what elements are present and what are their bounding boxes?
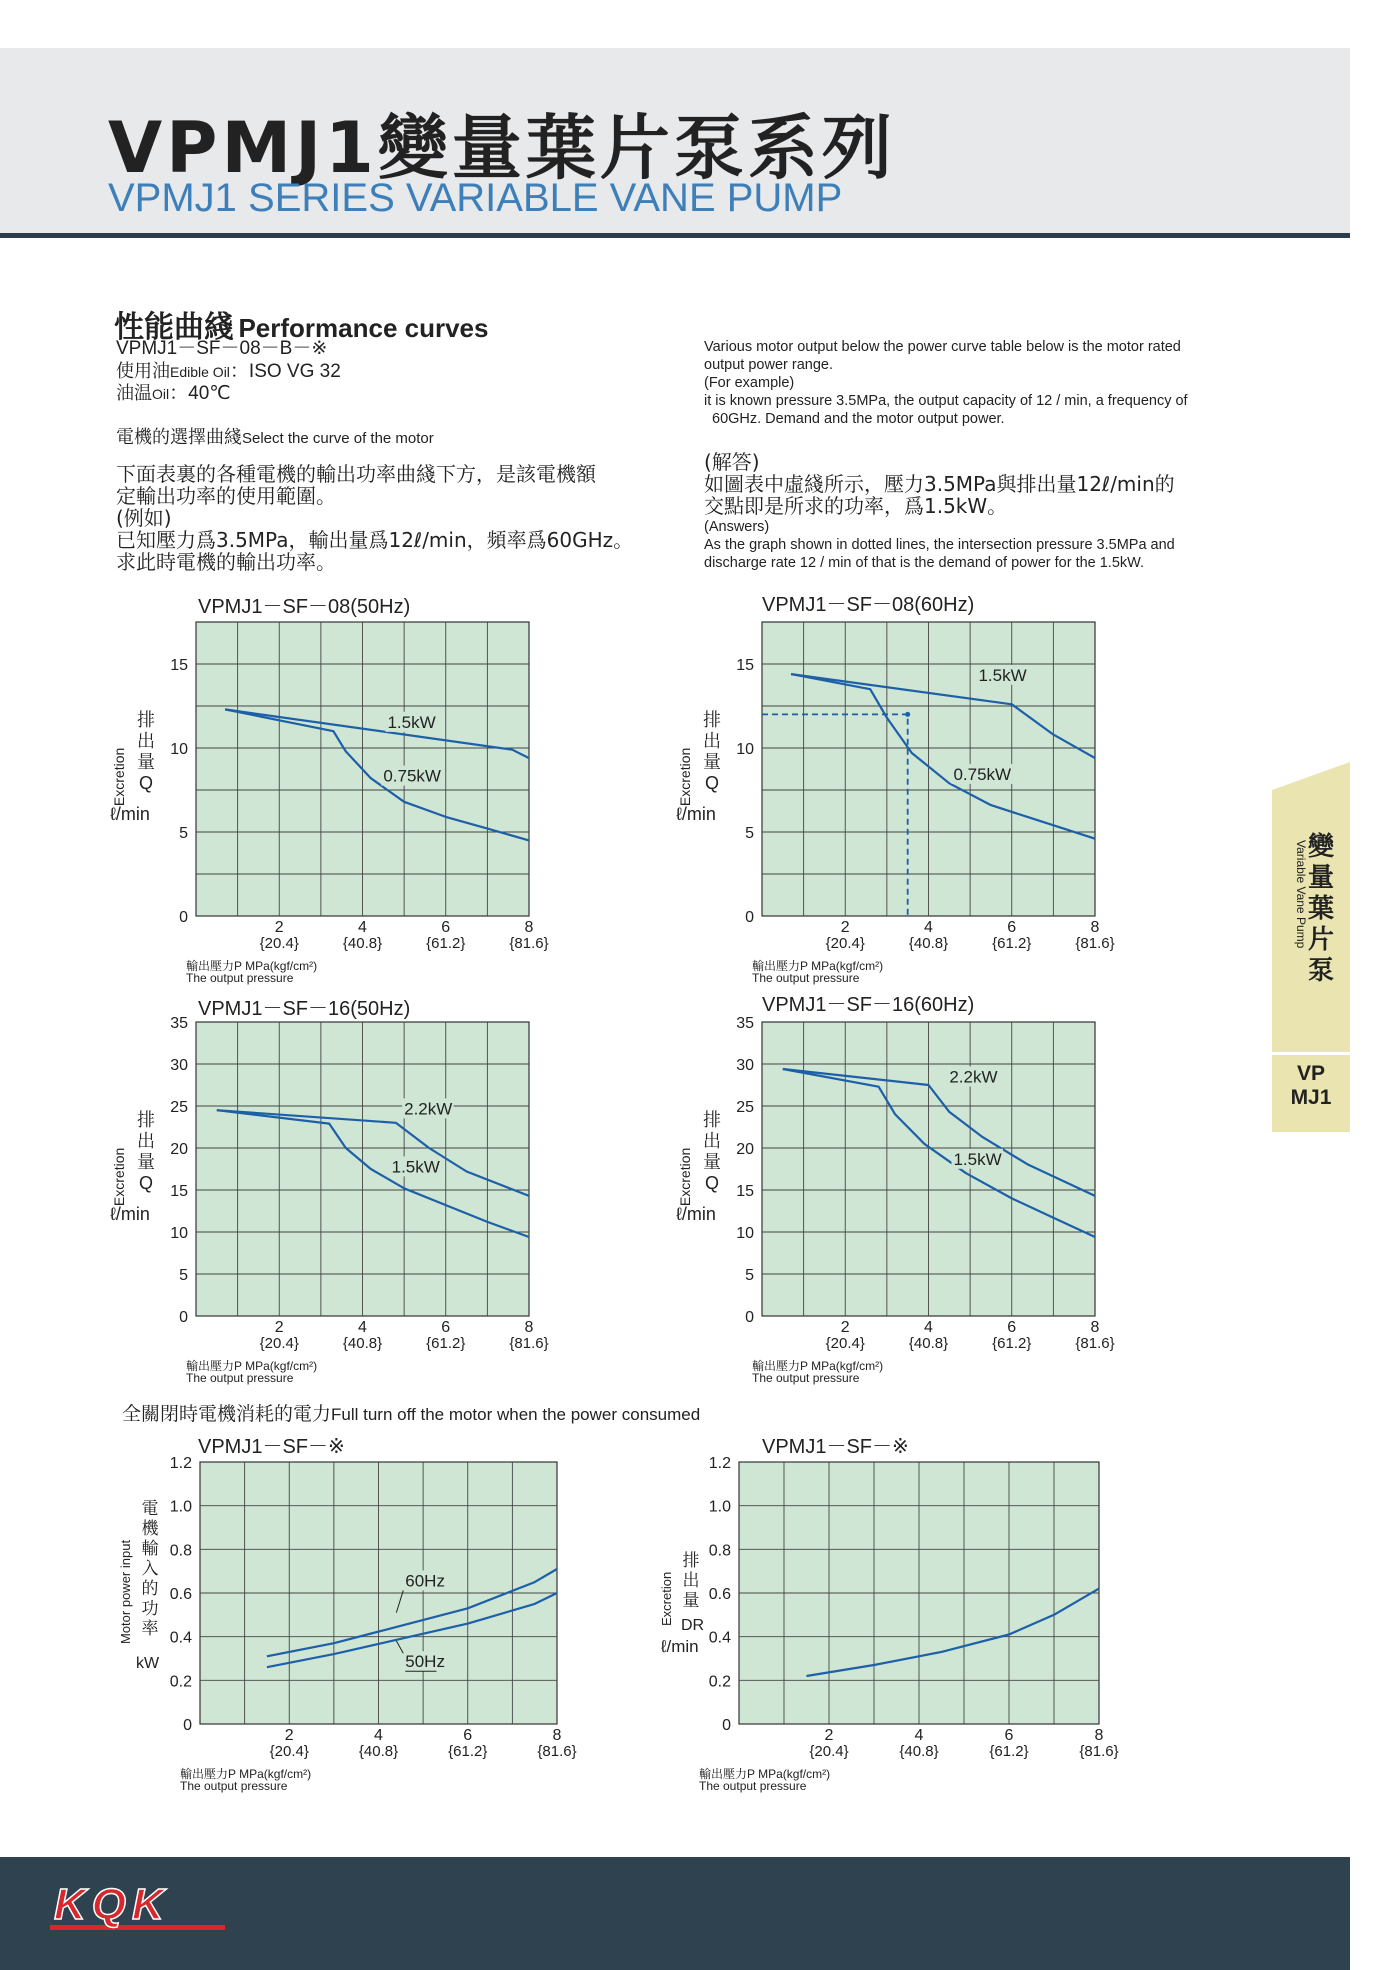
y-axis-label	[676, 710, 721, 824]
y-axis-label	[659, 1551, 704, 1656]
y-axis-label-char: 率	[141, 1619, 159, 1638]
side-tab-code-1: VP	[1296, 1062, 1325, 1085]
side-tab-char: 泵	[1307, 956, 1334, 986]
x-axis-label-cn: 輸出壓力P MPa(kgf/cm²)	[186, 1359, 318, 1373]
x-axis-label-en: The output pressure	[180, 1779, 288, 1793]
y-axis-label-char: 排	[682, 1551, 700, 1570]
y-axis-label-char: 排	[703, 1110, 721, 1131]
power-heading-en: Full turn off the motor when the power consumed	[331, 1405, 701, 1424]
curve-label: 2.2kW	[949, 1067, 998, 1087]
x-subtick-label: {61.2}	[992, 935, 1032, 952]
y-axis-label-en: Excretion	[677, 1147, 693, 1207]
y-axis-label-en: Excretion	[111, 747, 127, 807]
desc-en-4: it is known pressure 3.5MPa, the output capacity of 12 / min, a frequency of	[704, 393, 1188, 409]
x-subtick-label: {81.6}	[1075, 1335, 1115, 1352]
kqk-logo	[50, 1873, 230, 1943]
y-tick-label: 1.2	[708, 1455, 731, 1472]
temp-value: ：40℃	[169, 383, 231, 404]
y-axis-unit: ℓ/min	[110, 804, 150, 825]
side-tab-label-en: Variable Vane Pump	[1294, 840, 1308, 949]
x-tick-label: 6	[441, 1319, 451, 1336]
section-title-en: Performance curves	[238, 313, 489, 343]
x-subtick-label: {20.4}	[825, 1335, 865, 1352]
y-tick-label: 0.8	[169, 1542, 192, 1560]
chart-08-50hz	[100, 612, 580, 1002]
x-subtick-label: {61.2}	[448, 1743, 488, 1760]
y-axis-label-char: 排	[703, 710, 721, 731]
x-subtick-label: {81.6}	[509, 935, 549, 952]
y-axis-label-char: 功	[141, 1599, 159, 1618]
chart-title-4: VPMJ1－SF－16(60Hz)	[762, 994, 975, 1016]
x-tick-label: 6	[463, 1727, 473, 1744]
answer-en-2: As the graph shown in dotted lines, the intersection pressure 3.5MPa and	[704, 537, 1175, 553]
side-tab-char: 葉	[1307, 894, 1334, 924]
oil-line	[116, 360, 341, 384]
y-axis-label	[118, 1499, 160, 1672]
chart-title-2: VPMJ1－SF－08(60Hz)	[762, 594, 975, 616]
y-tick-zero: 0	[179, 909, 188, 926]
side-tab-divider	[1272, 1052, 1350, 1055]
curve-label: 0.75kW	[383, 766, 441, 786]
y-tick-label: 30	[170, 1057, 188, 1074]
x-axis-label-cn: 輸出壓力P MPa(kgf/cm²)	[186, 959, 318, 973]
y-tick-label: 10	[736, 1225, 754, 1242]
y-axis-label-char: 量	[703, 1152, 721, 1173]
x-subtick-label: {40.8}	[342, 935, 383, 952]
y-axis-label-char: 出	[682, 1571, 700, 1590]
x-subtick-label: {20.4}	[269, 1743, 309, 1760]
x-tick-label: 8	[1090, 1319, 1100, 1336]
x-tick-label: 6	[441, 919, 451, 936]
y-tick-label: 30	[736, 1057, 754, 1074]
y-axis-label-en: Motor power input	[118, 1539, 133, 1644]
desc-cn-2: 定輸出功率的使用範圍。	[116, 484, 336, 508]
x-tick-label: 4	[374, 1727, 383, 1744]
x-axis-label-en: The output pressure	[186, 1371, 294, 1385]
y-tick-label: 35	[736, 1015, 754, 1032]
chart-title-3: VPMJ1－SF－16(50Hz)	[198, 998, 411, 1020]
y-axis-label-en: Excretion	[659, 1571, 674, 1626]
y-tick-label: 1.2	[169, 1455, 192, 1472]
x-subtick-label: {61.2}	[992, 1335, 1032, 1352]
y-axis-label-char: 出	[137, 1131, 155, 1152]
chart-power-input	[100, 1450, 600, 1810]
x-tick-label: 2	[824, 1727, 834, 1744]
x-axis-label-en: The output pressure	[186, 971, 294, 985]
x-tick-label: 2	[840, 919, 850, 936]
section-title-cn: 性能曲綫	[114, 310, 234, 345]
x-tick-label: 2	[274, 1319, 284, 1336]
x-axis-label-cn: 輸出壓力P MPa(kgf/cm²)	[752, 1359, 884, 1373]
y-axis-label-char: 輸	[141, 1539, 159, 1558]
y-tick-label: 0.8	[708, 1542, 731, 1560]
curve-label: 1.5kW	[391, 1157, 440, 1177]
desc-en-1: Various motor output below the power curve table below is the motor rated	[704, 339, 1181, 355]
x-subtick-label: {81.6}	[509, 1335, 549, 1352]
x-tick-label: 4	[924, 1319, 933, 1336]
y-axis-unit: ℓ/min	[661, 1637, 699, 1656]
intersection-point	[905, 712, 910, 717]
y-axis-label-char: Q	[704, 1173, 720, 1194]
answer-cn-3: 交點即是所求的功率，爲1.5kW。	[704, 494, 1008, 518]
y-axis-label-char: 電	[141, 1499, 159, 1518]
x-tick-label: 4	[358, 919, 367, 936]
y-tick-label: 15	[170, 657, 188, 674]
chart-08-60hz	[666, 612, 1146, 1002]
y-axis-label-char: 的	[141, 1579, 159, 1598]
y-tick-label: 15	[736, 1183, 754, 1200]
x-axis-label-en: The output pressure	[699, 1779, 807, 1793]
answer-cn-2: 如圖表中虛綫所示，壓力3.5MPa與排出量12ℓ/min的	[704, 472, 1175, 496]
y-tick-zero: 0	[745, 1309, 754, 1326]
desc-en-5: 60GHz. Demand and the motor output power.	[712, 411, 1005, 427]
y-tick-label: 5	[745, 1267, 754, 1284]
desc-cn-4: 已知壓力爲3.5MPa，輸出量爲12ℓ/min，頻率爲60GHz。	[116, 528, 634, 552]
side-tab-code-2: MJ1	[1290, 1086, 1332, 1109]
y-tick-label: 0.2	[169, 1673, 192, 1691]
x-subtick-label: {61.2}	[426, 935, 466, 952]
side-tab-notch	[1272, 762, 1350, 790]
y-axis-label-char: 量	[137, 1152, 155, 1173]
x-subtick-label: {40.8}	[908, 935, 949, 952]
motor-curve-cn: 電機的選擇曲綫	[116, 427, 242, 448]
side-tab-label-cn	[1306, 832, 1336, 987]
x-tick-label: 6	[1007, 1319, 1017, 1336]
motor-curve-en: Select the curve of the motor	[242, 430, 434, 447]
model-code: VPMJ1－SF－08－B－※	[116, 338, 328, 359]
y-tick-label: 1.0	[708, 1498, 731, 1516]
x-subtick-label: {61.2}	[989, 1743, 1029, 1760]
x-tick-label: 8	[552, 1727, 562, 1744]
y-tick-label: 10	[170, 741, 188, 758]
y-tick-label: 25	[170, 1099, 188, 1116]
y-tick-label: 15	[736, 657, 754, 674]
y-tick-label: 1.0	[169, 1498, 192, 1516]
y-tick-label: 5	[179, 1267, 188, 1284]
y-axis-sym: DR	[681, 1617, 705, 1634]
x-axis-label-cn: 輸出壓力P MPa(kgf/cm²)	[699, 1767, 831, 1781]
y-axis-label-char: 入	[141, 1559, 159, 1578]
y-tick-label: 0.6	[708, 1586, 731, 1603]
oil-label-cn: 使用油	[116, 361, 170, 382]
desc-cn-1: 下面表裏的各種電機的輸出功率曲綫下方，是該電機額	[116, 462, 596, 486]
x-tick-label: 8	[524, 1319, 534, 1336]
curve-label: 1.5kW	[387, 712, 436, 732]
chart-title-6: VPMJ1－SF－※	[762, 1436, 909, 1458]
curve-label: 0.75kW	[953, 764, 1012, 784]
y-tick-zero: 0	[183, 1717, 192, 1734]
answer-en-1: (Answers)	[704, 519, 770, 535]
desc-en-3: (For example)	[704, 375, 795, 391]
y-axis-label-char: Q	[138, 1173, 154, 1194]
curve-label: 50Hz	[405, 1652, 445, 1672]
y-axis-label-char: 機	[141, 1519, 159, 1538]
x-subtick-label: {81.6}	[537, 1743, 577, 1760]
y-tick-label: 0.6	[169, 1586, 192, 1603]
page-title-en: VPMJ1 SERIES VARIABLE VANE PUMP	[108, 176, 843, 220]
curve-label: 2.2kW	[404, 1099, 453, 1119]
y-axis-label-char: 量	[137, 752, 155, 773]
y-axis-unit: ℓ/min	[110, 1204, 150, 1225]
chart-16-50hz	[100, 1012, 580, 1402]
page-title-cn: VPMJ1變量葉片泵系列	[108, 107, 896, 189]
curve-label: 1.5kW	[953, 1149, 1002, 1169]
y-tick-label: 20	[170, 1141, 188, 1158]
x-subtick-label: {81.6}	[1075, 935, 1115, 952]
y-tick-label: 0.2	[708, 1673, 731, 1691]
y-tick-label: 0.4	[708, 1629, 731, 1647]
power-heading	[122, 1402, 700, 1426]
x-tick-label: 6	[1007, 919, 1017, 936]
y-tick-label: 20	[736, 1141, 754, 1158]
y-axis-label	[110, 1110, 155, 1224]
curve-label: 60Hz	[405, 1571, 445, 1591]
x-subtick-label: {20.4}	[809, 1743, 849, 1760]
side-tab-char: 變	[1307, 832, 1334, 862]
temp-label-cn: 油温	[116, 383, 152, 404]
y-tick-zero: 0	[722, 1717, 731, 1734]
x-subtick-label: {20.4}	[259, 935, 299, 952]
temp-label-en: Oil	[152, 386, 170, 402]
chart-title-5: VPMJ1－SF－※	[198, 1436, 345, 1458]
x-tick-label: 4	[914, 1727, 924, 1744]
motor-curve-heading	[116, 426, 434, 450]
y-axis-label	[110, 710, 155, 824]
x-subtick-label: {81.6}	[1079, 1743, 1119, 1760]
x-axis-label-en: The output pressure	[752, 971, 860, 985]
y-tick-label: 0.4	[169, 1629, 192, 1647]
y-axis-label-en: Excretion	[111, 1147, 127, 1207]
x-subtick-label: {61.2}	[426, 1335, 466, 1352]
x-tick-label: 4	[358, 1319, 367, 1336]
x-tick-label: 8	[1094, 1727, 1104, 1744]
x-subtick-label: {40.8}	[342, 1335, 383, 1352]
y-tick-label: 5	[179, 825, 188, 842]
x-tick-label: 2	[840, 1319, 850, 1336]
x-tick-label: 8	[1090, 919, 1100, 936]
y-axis-label	[676, 1110, 721, 1224]
x-tick-label: 8	[524, 919, 534, 936]
side-tab-char: 片	[1307, 925, 1334, 955]
y-tick-zero: 0	[745, 909, 754, 926]
y-axis-label-char: 排	[137, 710, 155, 731]
x-tick-label: 2	[284, 1727, 294, 1744]
chart-16-60hz	[666, 1012, 1146, 1402]
y-axis-label-en: Excretion	[677, 747, 693, 807]
y-axis-unit: ℓ/min	[676, 804, 716, 825]
y-tick-label: 10	[170, 1225, 188, 1242]
desc-en-2: output power range.	[704, 357, 833, 373]
y-axis-label-char: 出	[137, 731, 155, 752]
y-axis-label-char: 量	[703, 752, 721, 773]
answer-en-3: discharge rate 12 / min of that is the demand of power for the 1.5kW.	[704, 555, 1145, 571]
chart-discharge	[630, 1450, 1130, 1810]
y-tick-label: 25	[736, 1099, 754, 1116]
y-axis-label-char: Q	[138, 773, 154, 794]
chart-title-1: VPMJ1－SF－08(50Hz)	[198, 596, 411, 618]
y-tick-label: 15	[170, 1183, 188, 1200]
header-rule	[0, 233, 1350, 238]
y-axis-label-char: 出	[703, 1131, 721, 1152]
oil-label-en: Edible Oil	[170, 364, 230, 380]
side-tab-char: 量	[1307, 863, 1334, 893]
x-subtick-label: {20.4}	[825, 935, 865, 952]
y-axis-label-char: 出	[703, 731, 721, 752]
y-axis-unit: kW	[136, 1655, 160, 1672]
x-subtick-label: {40.8}	[908, 1335, 949, 1352]
y-axis-label-char: 量	[682, 1591, 700, 1610]
answer-cn-1: (解答)	[704, 450, 760, 474]
desc-cn-3: (例如)	[116, 506, 172, 530]
y-axis-label-char: 排	[137, 1110, 155, 1131]
side-tab-label-en-wrap	[1290, 840, 1310, 1080]
curve-label: 1.5kW	[978, 665, 1027, 685]
temp-line	[116, 382, 231, 406]
x-tick-label: 6	[1004, 1727, 1014, 1744]
y-axis-label-char: Q	[704, 773, 720, 794]
y-axis-unit: ℓ/min	[676, 1204, 716, 1225]
x-axis-label-cn: 輸出壓力P MPa(kgf/cm²)	[180, 1767, 312, 1781]
logo-text: KQK	[54, 1880, 170, 1929]
side-tab-code	[1272, 1062, 1350, 1110]
x-axis-label-cn: 輸出壓力P MPa(kgf/cm²)	[752, 959, 884, 973]
y-tick-label: 35	[170, 1015, 188, 1032]
y-tick-zero: 0	[179, 1309, 188, 1326]
oil-value: ：ISO VG 32	[229, 361, 341, 382]
x-tick-label: 2	[274, 919, 284, 936]
desc-cn-5: 求此時電機的輸出功率。	[116, 550, 336, 574]
y-tick-label: 5	[745, 825, 754, 842]
x-tick-label: 4	[924, 919, 933, 936]
x-subtick-label: {40.8}	[358, 1743, 399, 1760]
x-subtick-label: {20.4}	[259, 1335, 299, 1352]
x-axis-label-en: The output pressure	[752, 1371, 860, 1385]
x-subtick-label: {40.8}	[899, 1743, 939, 1760]
y-tick-label: 10	[736, 741, 754, 758]
power-heading-cn: 全關閉時電機消耗的電力	[122, 1403, 332, 1425]
